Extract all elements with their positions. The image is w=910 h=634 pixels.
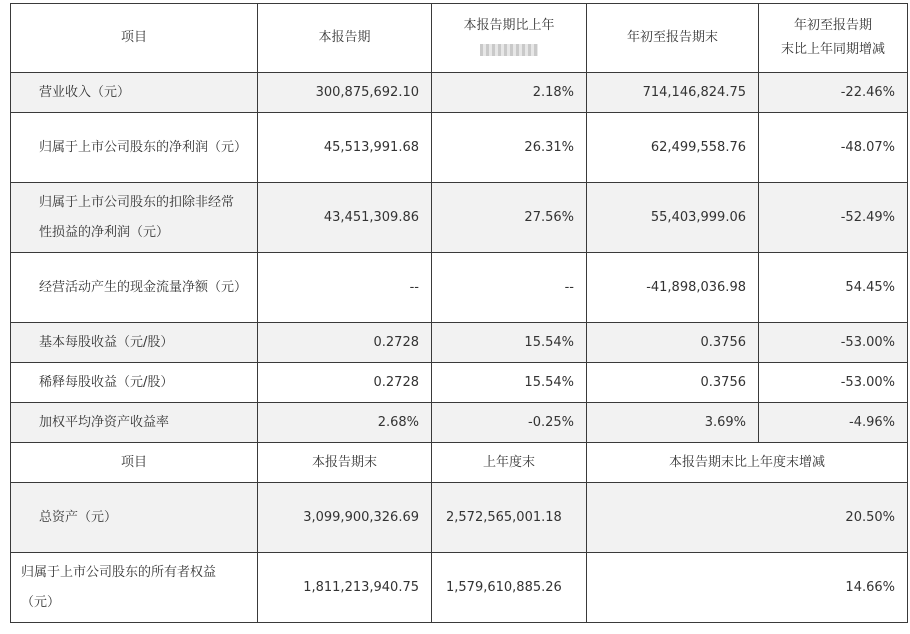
row-label: 经营活动产生的现金流量净额（元）	[11, 253, 258, 323]
header-current: 本报告期	[258, 4, 432, 73]
header-ytd-yoy-line1: 年初至报告期	[793, 18, 872, 33]
row-current: 43,451,309.86	[258, 183, 432, 253]
table-row	[11, 73, 908, 113]
row-current: 0.2728	[258, 363, 432, 403]
table-row	[11, 113, 908, 183]
header2-last-year-end: 上年度末	[432, 443, 587, 483]
header2-item: 项目	[11, 443, 258, 483]
row-label: 稀释每股收益（元/股）	[11, 363, 258, 403]
row-ytd-yoy: -53.00%	[759, 323, 908, 363]
row-ytd: 0.3756	[587, 323, 759, 363]
row-period-end: 1,811,213,940.75	[258, 553, 432, 623]
row-ytd: 0.3756	[587, 363, 759, 403]
row-ytd-yoy: -48.07%	[759, 113, 908, 183]
row-label: 归属于上市公司股东的净利润（元）	[11, 113, 258, 183]
row-ytd: 3.69%	[587, 403, 759, 443]
row-current: --	[258, 253, 432, 323]
row-ytd: -41,898,036.98	[587, 253, 759, 323]
row-label: 加权平均净资产收益率	[11, 403, 258, 443]
row-yoy: --	[432, 253, 587, 323]
row-ytd-yoy: -22.46%	[759, 73, 908, 113]
header-yoy	[432, 4, 587, 73]
table-row	[11, 483, 908, 553]
row-yoy: 27.56%	[432, 183, 587, 253]
row-ytd-yoy: -52.49%	[759, 183, 908, 253]
header-item: 项目	[11, 4, 258, 73]
row-current: 0.2728	[258, 323, 432, 363]
row-yoy: 2.18%	[432, 73, 587, 113]
row-ytd: 55,403,999.06	[587, 183, 759, 253]
row-label: 基本每股收益（元/股）	[11, 323, 258, 363]
row-last-year-end: 2,572,565,001.18	[432, 483, 587, 553]
row-label: 营业收入（元）	[11, 73, 258, 113]
header2-change: 本报告期末比上年度末增减	[587, 443, 908, 483]
row-label: 归属于上市公司股东的所有者权益（元）	[11, 553, 258, 623]
header-ytd: 年初至报告期末	[587, 4, 759, 73]
row-label: 总资产（元）	[11, 483, 258, 553]
table-row	[11, 363, 908, 403]
row-ytd-yoy: -53.00%	[759, 363, 908, 403]
row-yoy: -0.25%	[432, 403, 587, 443]
row-ytd: 62,499,558.76	[587, 113, 759, 183]
redacted-mark	[444, 38, 574, 62]
table-row	[11, 553, 908, 623]
row-current: 45,513,991.68	[258, 113, 432, 183]
row-current: 2.68%	[258, 403, 432, 443]
row-yoy: 15.54%	[432, 323, 587, 363]
header-ytd-yoy	[759, 4, 908, 73]
table-row	[11, 183, 908, 253]
header-row-2	[11, 443, 908, 483]
table-row	[11, 403, 908, 443]
row-ytd-yoy: 54.45%	[759, 253, 908, 323]
row-last-year-end: 1,579,610,885.26	[432, 553, 587, 623]
table-row	[11, 253, 908, 323]
row-ytd: 714,146,824.75	[587, 73, 759, 113]
row-yoy: 15.54%	[432, 363, 587, 403]
header2-period-end: 本报告期末	[258, 443, 432, 483]
row-ytd-yoy: -4.96%	[759, 403, 908, 443]
row-period-end: 3,099,900,326.69	[258, 483, 432, 553]
row-label: 归属于上市公司股东的扣除非经常性损益的净利润（元）	[11, 183, 258, 253]
row-current: 300,875,692.10	[258, 73, 432, 113]
row-change: 20.50%	[587, 483, 908, 553]
header-ytd-yoy-line2: 末比上年同期增减	[780, 42, 885, 57]
row-yoy: 26.31%	[432, 113, 587, 183]
financial-summary-table	[10, 3, 908, 623]
row-change: 14.66%	[587, 553, 908, 623]
header-yoy-text: 本报告期比上年	[463, 18, 555, 33]
table-row	[11, 323, 908, 363]
header-row	[11, 4, 908, 73]
